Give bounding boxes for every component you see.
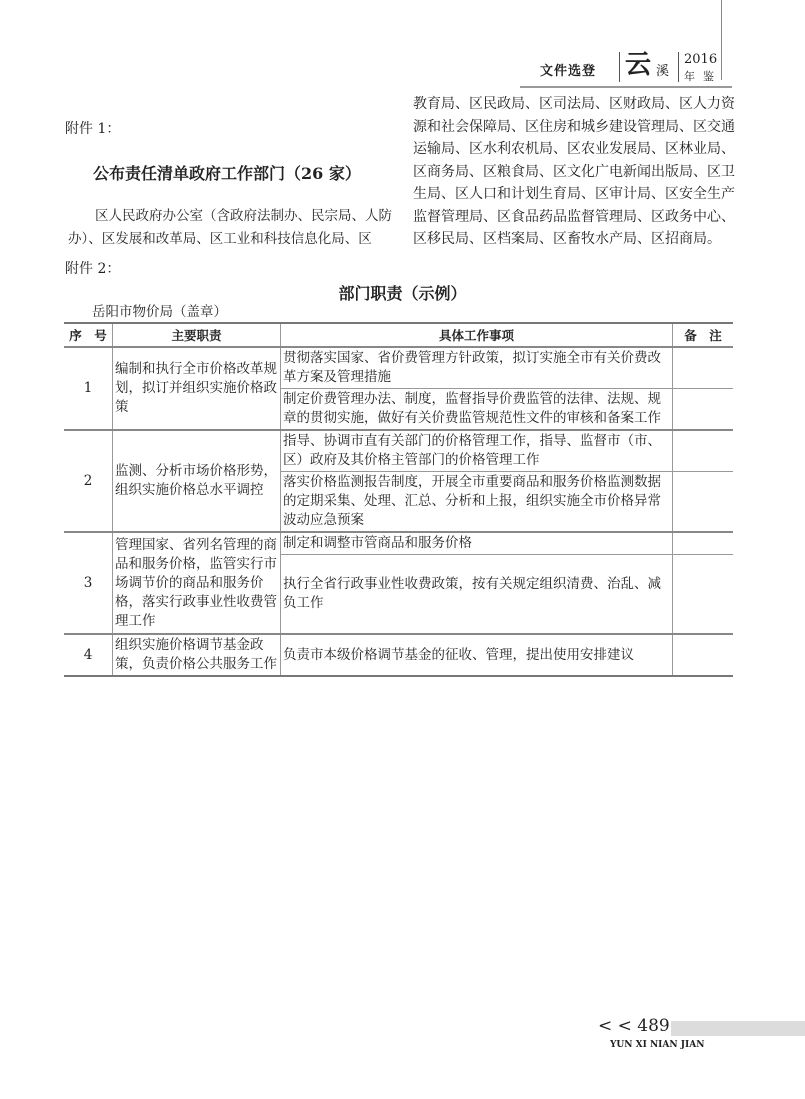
logo-xi: 溪 (656, 64, 670, 79)
logo-yun: 云 (625, 50, 652, 80)
col-header-items: 具体工作事项 (281, 323, 673, 347)
row-duty: 组织实施价格调节基金政策，负责价格公共服务工作 (113, 634, 281, 676)
row-num: 4 (64, 634, 113, 676)
page-bar (671, 1021, 805, 1036)
row-note (673, 555, 734, 635)
row-num: 3 (64, 532, 113, 634)
footer-caption: YUN XI NIAN JIAN (610, 1040, 705, 1050)
header-rule-vertical (721, 0, 722, 80)
row-duty: 编制和执行全市价格改革规划，拟订并组织实施价格政策 (113, 347, 281, 430)
header-rule (520, 86, 732, 88)
table-row (64, 347, 733, 389)
attachment1-title: 公布责任清单政府工作部门（26 家） (93, 164, 361, 183)
attachment2-title: 部门职责（示例） (338, 284, 467, 303)
col-header-note: 备 注 (673, 323, 734, 347)
row-item: 落实价格监测报告制度，开展全市重要商品和服务价格监测数据的定期采集、处理、汇总、分析和上报，组织实施全市价格异常波动应急预案 (281, 472, 673, 533)
attachment2-label: 附件 2： (65, 261, 121, 277)
page-number: < < 489 (598, 1016, 670, 1036)
row-duty: 监测、分析市场价格形势，组织实施价格总水平调控 (113, 430, 281, 532)
row-note (673, 430, 734, 472)
col-header-duty: 主要职责 (113, 323, 281, 347)
attachment1-body-left: 区人民政府办公室（含政府法制办、民宗局、人防办）、区发展和改革局、区工业和科技信息化局、区 (68, 208, 392, 247)
row-item: 制定和调整市管商品和服务价格 (281, 532, 673, 555)
table-row (64, 634, 733, 676)
table-row (64, 430, 733, 472)
duty-table (64, 322, 733, 677)
row-item: 执行全省行政事业性收费政策，按有关规定组织清费、治乱、减负工作 (281, 555, 673, 635)
table-header-row (64, 323, 733, 347)
row-note (673, 532, 734, 555)
row-num: 1 (64, 347, 113, 430)
row-item: 制定价费管理办法、制度，监督指导价费监管的法律、法规、规章的贯彻实施，做好有关价费监管规范性文件的审核和备案工作 (281, 389, 673, 431)
row-note (673, 634, 734, 676)
row-item: 贯彻落实国家、省价费管理方针政策，拟订实施全市有关价费改革方案及管理措施 (281, 347, 673, 389)
row-note (673, 472, 734, 533)
row-note (673, 389, 734, 431)
col-header-num: 序 号 (64, 323, 113, 347)
logo-jian: 年鉴 (684, 70, 722, 83)
row-item: 指导、协调市直有关部门的价格管理工作，指导、监督市（市、区）政府及其价格主管部门的价格管理工作 (281, 430, 673, 472)
row-num: 2 (64, 430, 113, 532)
row-note (673, 347, 734, 389)
row-item: 负责市本级价格调节基金的征收、管理，提出使用安排建议 (281, 634, 673, 676)
attachment2-subtitle: 岳阳市物价局（盖章） (92, 304, 227, 320)
section-title: 文件选登 (540, 64, 597, 79)
logo-year: 2016 (684, 52, 718, 67)
divider (619, 52, 620, 82)
attachment1-body-right: 教育局、区民政局、区司法局、区财政局、区人力资源和社会保障局、区住房和城乡建设管理局、区交通运输局、区水利农机局、区农业发展局、区林业局、区商务局、区粮食局、区文化广电新闻出版局、区卫生局、区人口和计划生育局、区审计局、区安全生产监督管理局、区食品药品监督管理局、区政务中心、区移民局、区档案局、区畜牧水产局、区招商局。 (413, 96, 735, 247)
divider (678, 52, 679, 82)
table-row (64, 532, 733, 555)
attachment1-label: 附件 1： (65, 121, 121, 137)
row-duty: 管理国家、省列名管理的商品和服务价格，监管实行市场调节价的商品和服务价格，落实行政事业性收费管理工作 (113, 532, 281, 634)
